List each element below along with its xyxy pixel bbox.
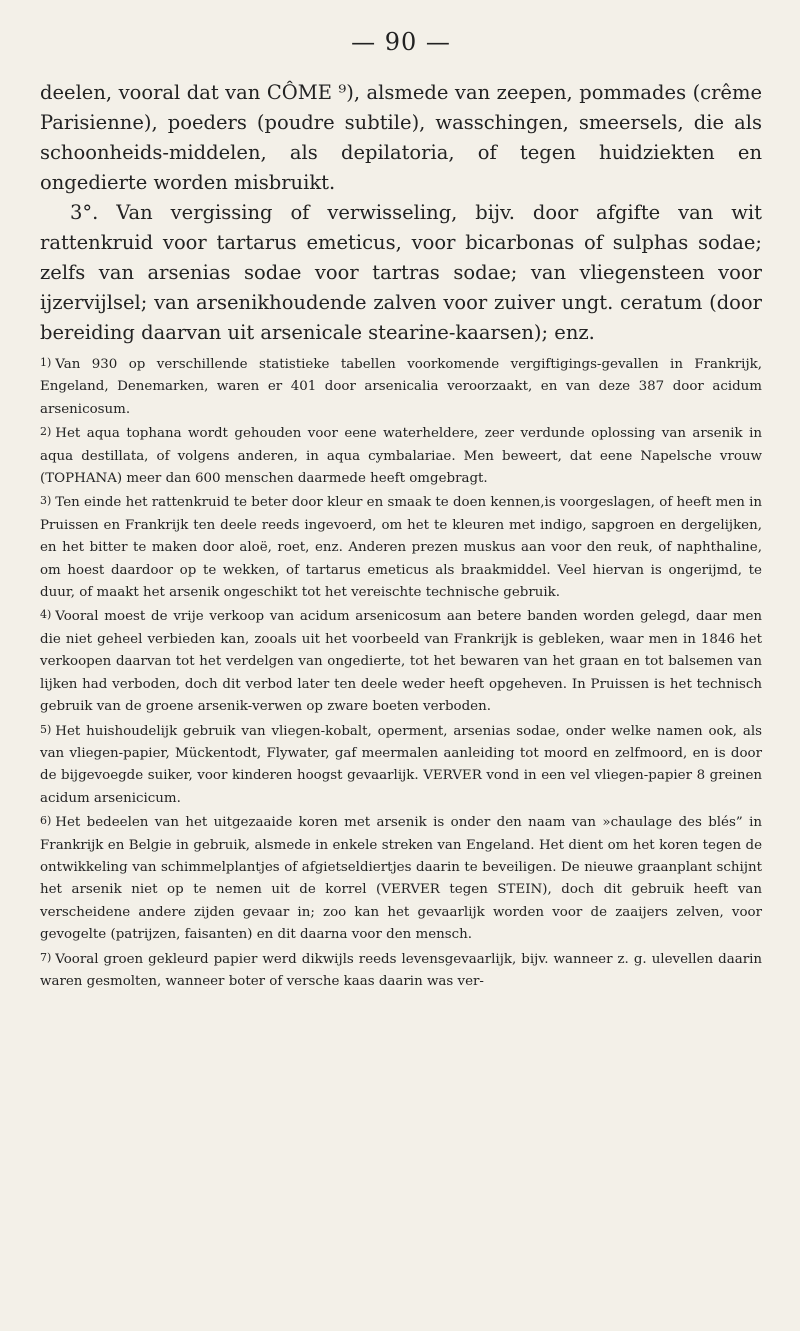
- footnote-text: Van 930 op verschillende statistieke tabellen voorkomende vergiftigings-gevallen in Frankrijk, Engeland, Denemarken, waren er 401 door arsenicalia veroorzaakt, en van deze 387 door acidum arsenicosum.: [40, 357, 762, 417]
- footnote-mark: 6): [40, 814, 52, 828]
- footnote-text: Ten einde het rattenkruid te beter door kleur en smaak te doen kennen,is voorgeslagen, of heeft men in Pruissen en Frankrijk ten deele reeds ingevoerd, om het te kleuren met indigo, sapgroen en dergelijken, en het bitter te maken door aloë, roet, enz. Anderen prezen muskus aan voor den reuk, of naphthaline, om hoest daardoor op te wekken, of tartarus emeticus als braakmiddel. Veel hiervan is ongerijmd, te duur, of maakt het arsenik ongeschikt tot het vereischte technische gebruik.: [40, 495, 763, 601]
- footnote: [40, 421, 762, 490]
- footnote-mark: 2): [40, 425, 52, 439]
- footnote-mark: 3): [40, 494, 52, 508]
- page: [40, 28, 762, 993]
- footnote-text: Vooral groen gekleurd papier werd dikwijls reeds levensgevaarlijk, bijv. wanneer z. g. ulevellen daarin waren gesmolten, wanneer boter of versche kaas daarin was ver-: [40, 951, 762, 989]
- body-paragraph: deelen, vooral dat van CÔME ⁹), alsmede van zeepen, pommades (crême Parisienne), poeders (poudre subtile), wasschingen, smeersels, die als schoonheids-middelen, als depilatoria, of tegen huidziekten en ongedierte worden misbruikt.: [40, 81, 762, 194]
- footnote-text: Het huishoudelijk gebruik van vliegen-kobalt, operment, arsenias sodae, onder welke namen ook, als van vliegen-papier, Mückentodt, Flywater, gaf meermalen aanleiding tot moord en zelfmoord, en is door de bijgevoegde suiker, voor kinderen hoogst gevaarlijk. VERVER vond in een vel vliegen-papier 8 greinen acidum arsenicicum.: [40, 723, 762, 806]
- footnote-mark: 1): [40, 356, 52, 369]
- page-number: — 90 —: [351, 28, 451, 56]
- footnote-mark: 5): [40, 722, 52, 736]
- footnote-text: Vooral moest de vrije verkoop van acidum arsenicosum aan betere banden worden gelegd, daar men die niet geheel verbieden kan, zooals uit het voorbeeld van Frankrijk is gebleken, waar men in 1846 het verkoopen daarvan tot het verdelgen van ongedierte, tot het bewaren van het graan en tot balsemen van lijken had verboden, doch dit verbod later ten deele weder heeft opgeheven. In Pruissen is het technisch gebruik van de groene arsenik-verwen op zware boeten verboden.: [40, 609, 762, 715]
- footnote-text: Het bedeelen van het uitgezaaide koren met arsenik is onder den naam van »chaulage des blés” in Frankrijk en Belgie in gebruik, alsmede in enkele streken van Engeland. Het dient om het koren tegen de ontwikkeling van schimmelplantjes of afgietseldiertjes daarin te beveiligen. De nieuwe graanplant schijnt het arsenik niet op te nemen uit de korrel (VERVER tegen STEIN), doch dit gebruik heeft van verscheidene andere zijden gevaar in; zoo kan het gevaarlijk worden voor de zaaijers zelven, voor gevogelte (patrijzen, faisanten) en dit daarna voor den mensch.: [40, 815, 762, 943]
- body-paragraph: 3°. Van vergissing of verwisseling, bijv. door afgifte van wit rattenkruid voor tartarus emeticus, voor bicarbonas of sulphas sodae; zelfs van arsenias sodae voor tartras sodae; van vliegensteen voor ijzervijlsel; van arsenikhoudende zalven voor zuiver ungt. ceratum (door bereiding daarvan uit arsenicale stearine-kaarsen); enz.: [40, 201, 762, 344]
- footnote: [40, 490, 762, 604]
- footnote-mark: 7): [40, 950, 52, 964]
- footnote: [40, 719, 762, 811]
- footnote: [40, 810, 762, 946]
- footnote-text: Het aqua tophana wordt gehouden voor eene waterheldere, zeer verdunde oplossing van arsenik in aqua destillata, of volgens anderen, in aqua cymbalariae. Men beweert, dat eene Napelsche vrouw (TOPHANA) meer dan 600 menschen daarmede heeft omgebragt.: [40, 426, 762, 487]
- footnote-mark: 4): [40, 608, 52, 622]
- footnotes: [40, 352, 762, 993]
- footnote: [40, 604, 762, 718]
- footnote: [40, 352, 762, 421]
- footnote: [40, 947, 762, 994]
